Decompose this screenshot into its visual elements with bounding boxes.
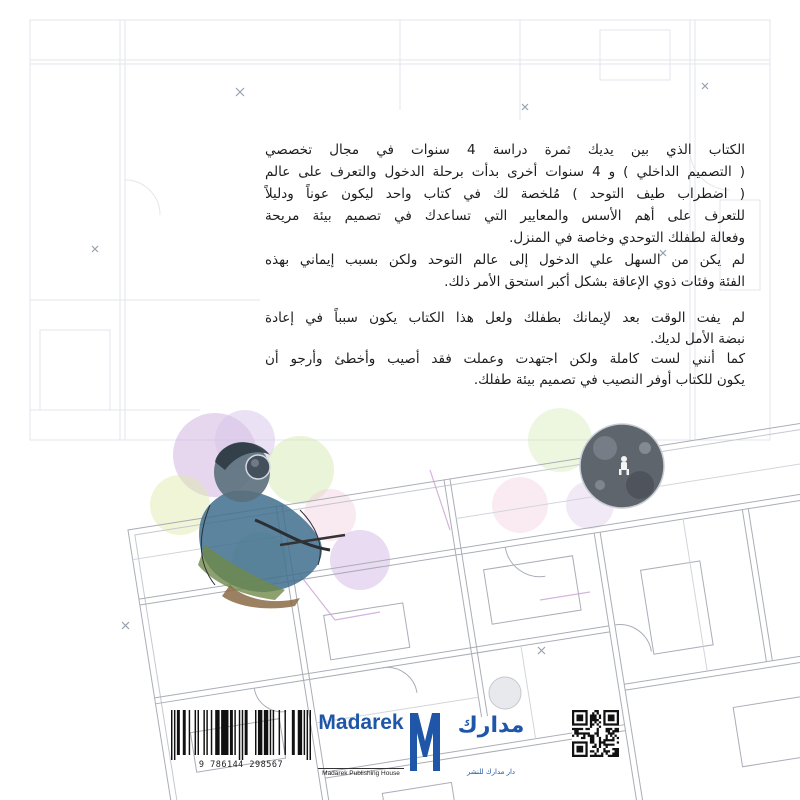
blurb-line: وفعالة لطفلك التوحدي وخاصة في المنزل. — [509, 230, 745, 246]
blurb-line: ( التصميم الداخلي ) و 4 سنوات أخرى بدأت برحلة الدخول والتعرف على عالم — [265, 164, 745, 180]
planet-icon — [580, 424, 664, 508]
barcode-digits: 9 786144 298567 — [198, 760, 284, 770]
blurb-paragraph-1 — [265, 139, 745, 293]
blurb-line: ( اضطراب طيف التوحد ) مُلخصة لك في كتاب واحد ليكون عوناً ودليلاً — [265, 186, 745, 202]
back-cover-blurb — [265, 139, 745, 390]
faint-disc — [489, 677, 521, 709]
publisher-tagline-latin: Madarek Publishing House — [318, 768, 404, 777]
blurb-line: لم يكن من السهل علي الدخول إلى عالم التوحد ولكن بسبب إيماني بهذه — [265, 252, 745, 268]
blurb-line: الكتاب الذي بين يديك ثمرة دراسة 4 سنوات في مجال تخصصي — [265, 142, 745, 158]
blurb-line: للتعرف على أهم الأسس والمعايير التي تساعدك في تصميم بيئة مريحة — [265, 208, 745, 224]
publisher-name-arabic: مدارك — [457, 713, 525, 738]
blurb-line: كما أنني لست كاملة ولكن اجتهدت وعملت فقد أصيب وأخطئ وأرجو أن — [265, 351, 745, 367]
blurb-line: نبضة الأمل لديك. — [650, 330, 745, 347]
publisher-name-latin: Madarek — [318, 711, 404, 734]
qr-code-icon — [572, 710, 619, 757]
blurb-line: لم يفت الوقت بعد لإيمانك بطفلك ولعل هذا الكتاب يكون سبباً في إعادة — [265, 310, 745, 326]
publisher-logo-icon — [408, 707, 442, 773]
blurb-line: الفئة وفئات ذوي الإعاقة بشكل أكبر استحق الأمر ذلك. — [444, 274, 745, 290]
isbn-barcode — [168, 706, 314, 772]
blurb-paragraph-2 — [265, 308, 745, 390]
barcode-icon — [171, 710, 311, 760]
publisher-tagline-arabic: دار مدارك للنشر — [466, 768, 516, 776]
blurb-line: يكون للكتاب أوفر النصيب في تصميم بيئة طفلك. — [473, 371, 745, 388]
